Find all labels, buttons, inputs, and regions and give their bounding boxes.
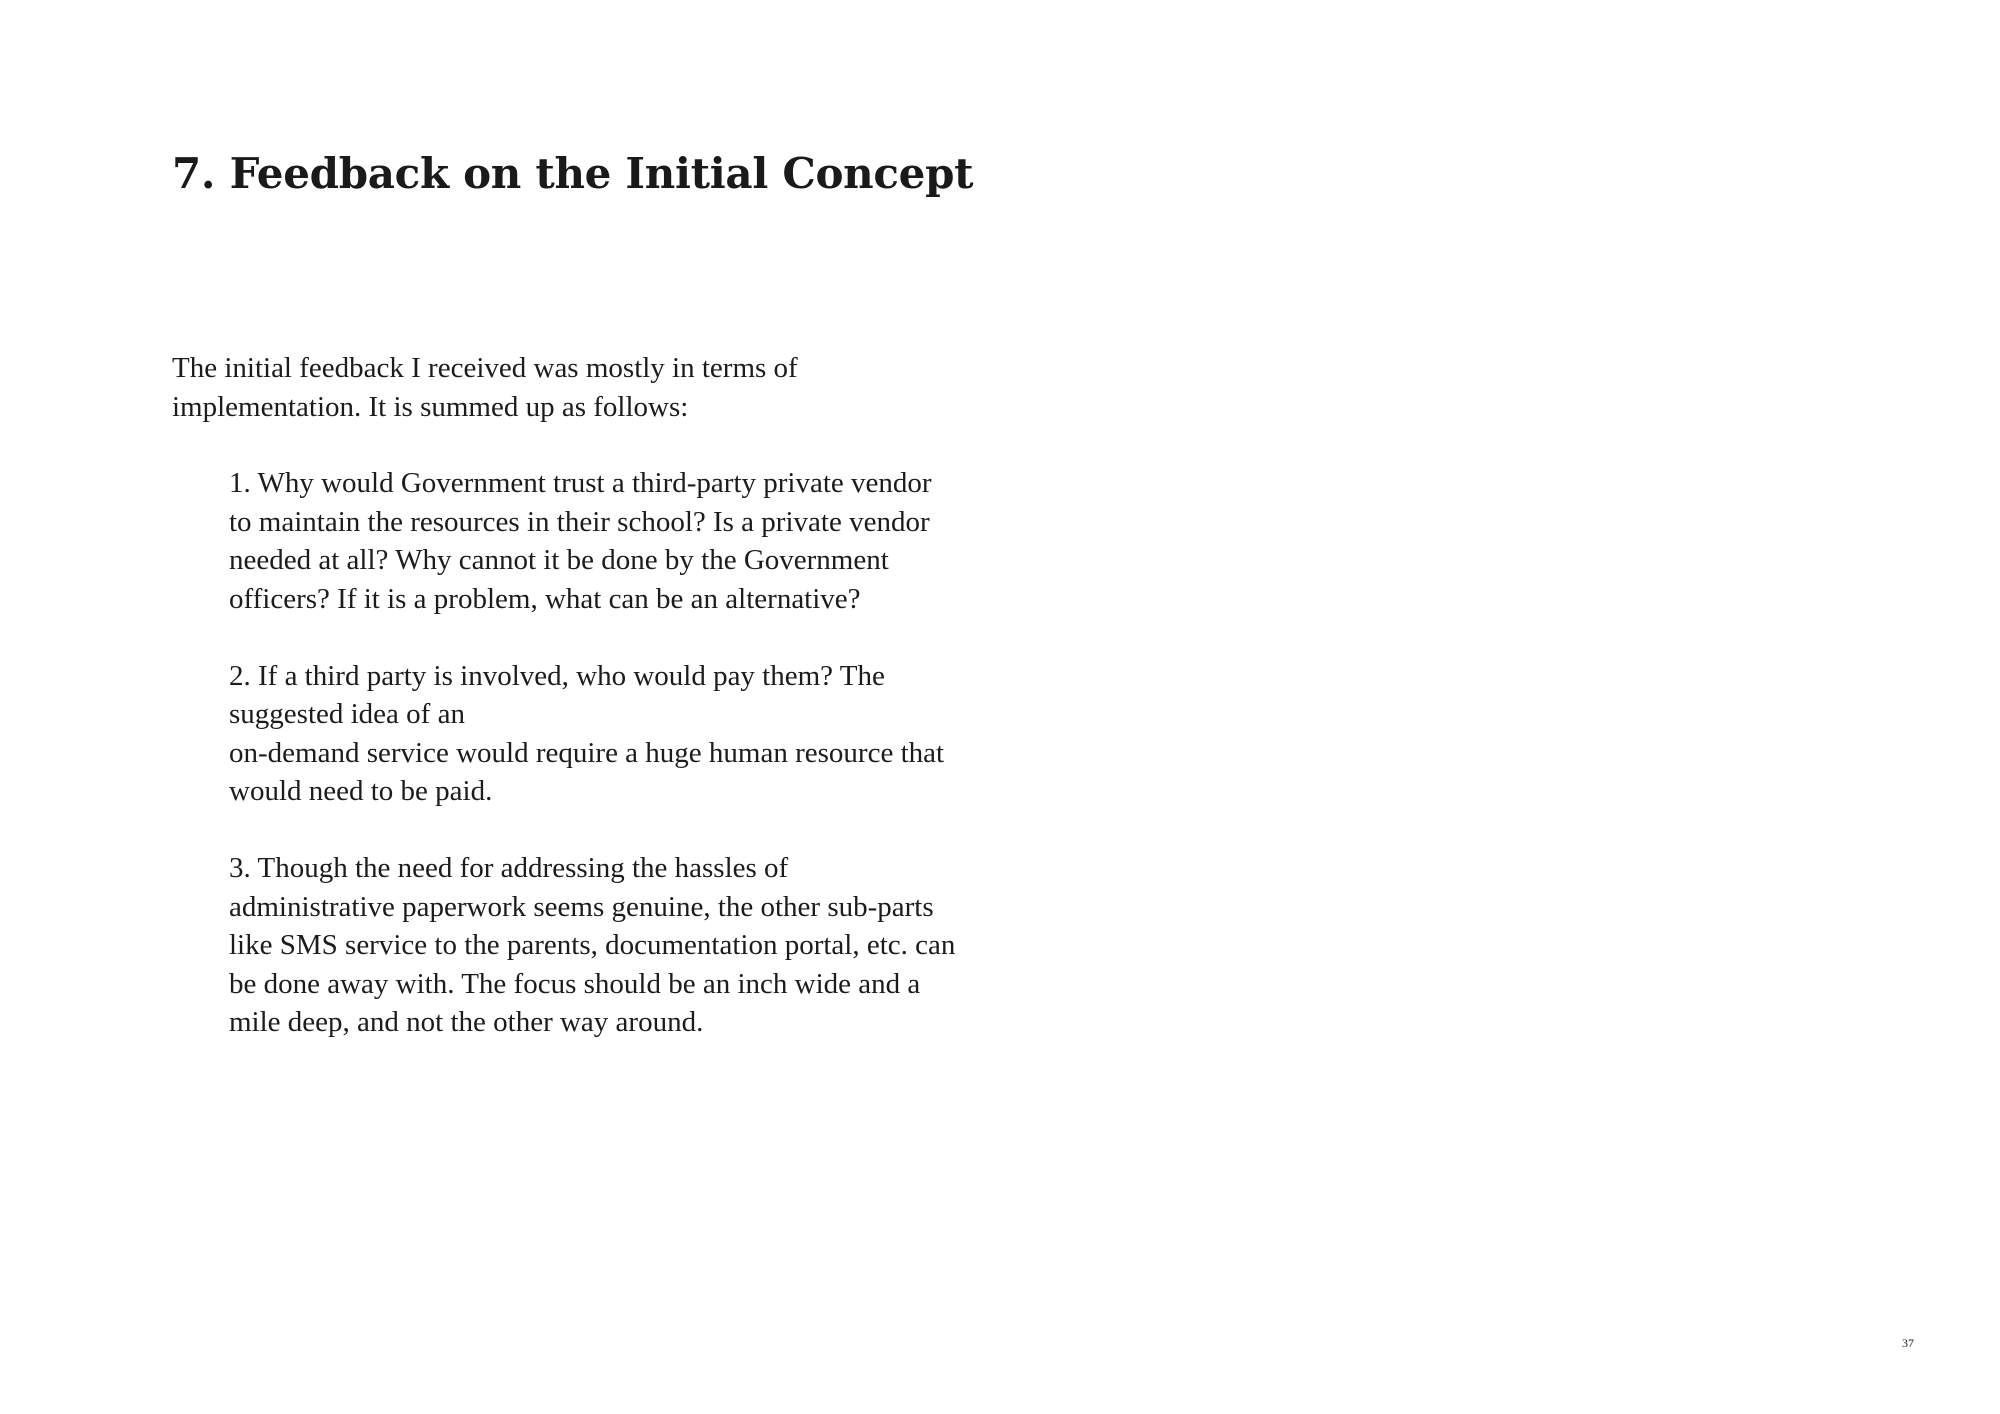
intro-line: implementation. It is summed up as follows: xyxy=(172,390,689,423)
feedback-item-line: 1. Why would Government trust a third-party private vendor xyxy=(229,467,932,499)
feedback-item-line: like SMS service to the parents, documentation portal, etc. can xyxy=(229,929,956,961)
feedback-item-3 xyxy=(229,849,1089,1042)
feedback-item-line: 2. If a third party is involved, who would pay them? The xyxy=(229,659,885,692)
page-number: 37 xyxy=(1902,1336,1914,1350)
feedback-list xyxy=(229,464,1089,1080)
feedback-item-line: officers? If it is a problem, what can be an alternative? xyxy=(229,582,861,615)
feedback-item-line: be done away with. The focus should be an inch wide and a xyxy=(229,967,921,1000)
feedback-item-1 xyxy=(229,464,1089,618)
feedback-item-line: on-demand service would require a huge human resource that xyxy=(229,736,945,769)
feedback-item-line: 3. Though the need for addressing the hassles of xyxy=(229,852,789,884)
feedback-item-line: administrative paperwork seems genuine, the other sub-parts xyxy=(229,890,934,923)
feedback-item-line: suggested idea of an xyxy=(229,698,465,730)
feedback-item-line: needed at all? Why cannot it be done by the Government xyxy=(229,544,889,576)
section-heading: 7. Feedback on the Initial Concept xyxy=(172,149,974,198)
intro-paragraph xyxy=(172,349,932,426)
feedback-item-line: would need to be paid. xyxy=(229,775,493,807)
feedback-item-line: mile deep, and not the other way around. xyxy=(229,1006,704,1038)
feedback-item-2 xyxy=(229,657,1089,811)
intro-line: The initial feedback I received was mostly in terms of xyxy=(172,352,798,384)
feedback-item-line: to maintain the resources in their school? Is a private vendor xyxy=(229,505,930,538)
